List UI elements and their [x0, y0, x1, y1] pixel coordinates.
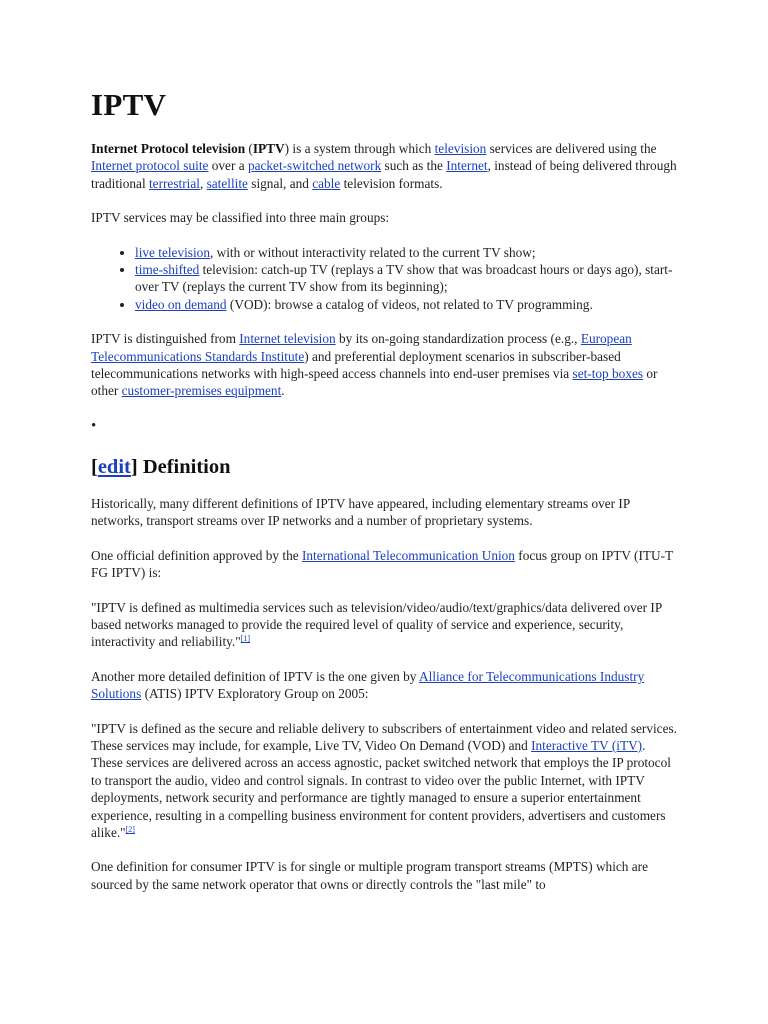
intro-paragraph: Internet Protocol television (IPTV) is a system through which television services are delivered using the Internet protocol suite over a packet-switched network such as the Internet, instead of being delivered through traditional terrestrial, satellite signal, and cable television formats. — [91, 141, 677, 191]
definition-paragraph-consumer: One definition for consumer IPTV is for single or multiple program transport streams (MPTS) which are sourced by the same network operator that owns or directly controls the "last mile" to — [91, 859, 649, 892]
document-page — [91, 86, 677, 910]
link-television[interactable]: television — [434, 141, 487, 156]
reference-link-2[interactable]: [2] — [125, 824, 135, 834]
link-internet-protocol-suite[interactable]: Internet protocol suite — [91, 158, 209, 174]
link-satellite[interactable]: satellite — [206, 175, 248, 191]
distinguished-paragraph: IPTV is distinguished from Internet television by its on-going standardization process (e.g., European Telecommunications Standards Institute) and preferential deployment scenarios in subscriber-based telecommunications networks with high-speed access channels into end-user premises via set-top boxes or other customer-premises equipment. — [91, 331, 658, 399]
link-internet[interactable]: Internet — [446, 158, 488, 174]
page-title: IPTV — [91, 87, 167, 122]
definition-quote-atis: "IPTV is defined as the secure and reliable delivery to subscribers of entertainment video and related services. These services may include, for example, Live TV, Video On Demand (VOD) and Interactive TV (iTV). These services are delivered across an access agnostic, packet switched network that employs the IP protocol to transport the audio, video and control signals. In contrast to video over the public Internet, with IPTV deployments, network security and performance are tightly managed to ensure a superior entertainment experience, resulting in a compelling business environment for content providers, advertisers and customers alike."[2] — [91, 720, 677, 840]
link-customer-premises-equipment[interactable]: customer-premises equipment — [121, 383, 282, 399]
bold-term: Internet Protocol television — [91, 141, 246, 156]
link-itu[interactable]: International Telecommunication Union — [301, 547, 515, 563]
list-item: • live television, with or without interactivity related to the current TV show; — [135, 244, 677, 261]
link-cable[interactable]: cable — [312, 175, 341, 191]
link-packet-switched-network[interactable]: packet-switched network — [247, 158, 382, 174]
link-time-shifted[interactable]: time-shifted — [135, 262, 200, 278]
link-terrestrial[interactable]: terrestrial — [148, 175, 200, 191]
link-live-television[interactable]: live television — [135, 244, 210, 260]
list-item: • time-shifted television: catch-up TV (replays a TV show that was broadcast hours or days ago), start-over TV (replays the current TV show from its beginning); — [135, 261, 677, 296]
bold-acronym: IPTV — [252, 141, 285, 156]
reference-link-1[interactable]: [1] — [240, 634, 251, 644]
link-etsi[interactable]: European Telecommunications Standards Institute — [91, 331, 632, 364]
definition-quote-itu: "IPTV is defined as multimedia services such as television/video/audio/text/graphics/data delivered over IP based networks managed to provide the required level of quality of service and experience, security, interactivity and reliability."[1] — [91, 599, 662, 650]
list-item: • video on demand (VOD): browse a catalog of videos, not related to TV programming. — [135, 296, 677, 313]
link-set-top-boxes[interactable]: set-top boxes — [572, 366, 644, 382]
link-video-on-demand[interactable]: video on demand — [135, 296, 227, 312]
service-groups-list — [91, 244, 677, 314]
definition-paragraph-atis: Another more detailed definition of IPTV is the one given by Alliance for Telecommunications Industry Solutions (ATIS) IPTV Exploratory Group on 2005: — [91, 668, 645, 702]
section-heading-definition: [edit] Definition — [91, 455, 231, 478]
edit-link[interactable]: edit — [97, 455, 131, 478]
lone-bullet: • — [91, 417, 97, 434]
groups-intro-paragraph: IPTV services may be classified into three main groups: — [91, 210, 390, 226]
definition-paragraph-itu: One official definition approved by the International Telecommunication Union focus group on IPTV (ITU-T FG IPTV) is: — [91, 547, 673, 581]
link-atis[interactable]: Alliance for Telecommunications Industry Solutions — [91, 668, 645, 702]
definition-paragraph-history: Historically, many different definitions of IPTV have appeared, including elementary streams over IP networks, transport streams over IP networks and a number of proprietary systems. — [91, 495, 630, 529]
link-interactive-tv[interactable]: Interactive TV (iTV) — [531, 737, 643, 753]
link-internet-television[interactable]: Internet television — [239, 331, 336, 347]
